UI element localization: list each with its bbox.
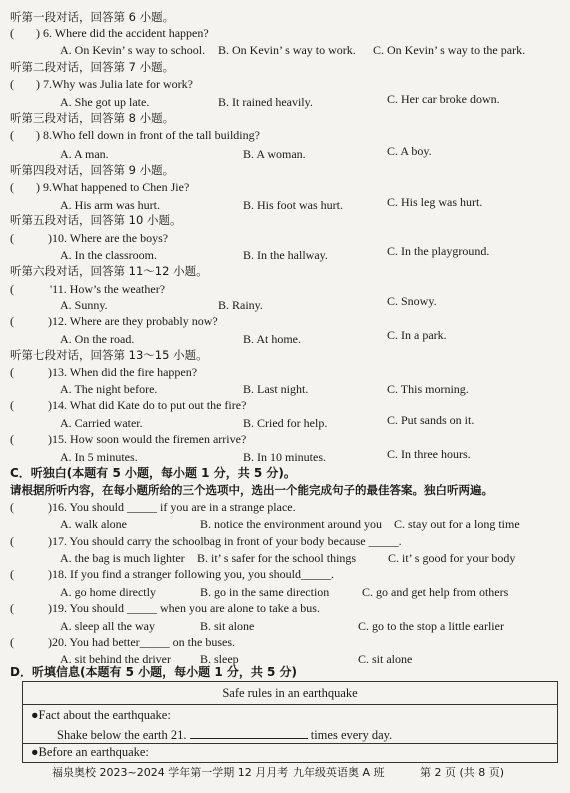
- option-c: C. On Kevin’ s way to the park.: [373, 43, 526, 57]
- option-c: C. Snowy.: [387, 294, 437, 308]
- option-a: A. In 5 minutes.: [60, 450, 138, 464]
- option-a: A. She got up late.: [60, 95, 150, 109]
- question-16-options: [0, 516, 570, 532]
- question-10-options: [0, 244, 570, 263]
- option-a: A. The night before.: [60, 382, 158, 396]
- question-18: ( )18. If you find a stranger following you, you should_____.: [10, 567, 334, 581]
- option-a: A. Sunny.: [60, 298, 108, 312]
- question-9-options: [0, 197, 570, 213]
- option-a: A. In the classroom.: [60, 248, 157, 262]
- shake-suffix: times every day.: [310, 728, 393, 742]
- dialogue-5-header: 听第五段对话，回答第 10 小题。: [10, 213, 182, 227]
- dialogue-6-header: 听第六段对话，回答第 11～12 小题。: [10, 264, 208, 278]
- question-17: ( )17. You should carry the schoolbag in front of your body because _____.: [10, 534, 402, 548]
- option-c: C. go to the stop a little earlier: [358, 619, 504, 633]
- option-c: C. His leg was hurt.: [387, 195, 483, 209]
- option-c: C. sit alone: [358, 652, 413, 666]
- option-a: A. the bag is much lighter: [60, 551, 185, 565]
- option-c: C. Put sands on it.: [387, 413, 475, 427]
- option-c: C. In three hours.: [387, 447, 471, 461]
- option-b: B. it’ s safer for the school things: [197, 551, 357, 565]
- section-c-instructions: 请根据所听内容，在每小题所给的三个选项中，选出一个能完成句子的最佳答案。独白听两遍。: [10, 483, 493, 497]
- question-19: ( )19. You should _____ when you are alone to take a bus.: [10, 601, 320, 615]
- option-c: C. stay out for a long time: [394, 517, 520, 531]
- question-13: ( )13. When did the fire happen?: [10, 365, 198, 379]
- table-row-before: ●Before an earthquake:: [31, 745, 149, 759]
- dialogue-2-header: 听第二段对话，回答第 7 小题。: [10, 60, 175, 74]
- question-6: ( ) 6. Where did the accident happen?: [10, 26, 209, 40]
- shake-prefix: Shake below the earth 21.: [57, 728, 187, 742]
- question-14: ( )14. What did Kate do to put out the fire?: [10, 398, 247, 412]
- section-c-title: C．听独白(本题有 5 小题，每小题 1 分，共 5 分)。: [10, 466, 296, 480]
- table-title: Safe rules in an earthquake: [222, 686, 358, 700]
- option-b: B. Cried for help.: [243, 416, 328, 430]
- question-15-options: [0, 449, 570, 465]
- question-9: ( ) 9.What happened to Chen Jie?: [10, 180, 190, 194]
- option-a: A. On the road.: [60, 332, 135, 346]
- question-18-options: [0, 584, 570, 600]
- question-16: ( )16. You should _____ if you are in a strange place.: [10, 500, 296, 514]
- option-a: A. go home directly: [60, 585, 156, 599]
- dialogue-4-header: 听第四段对话，回答第 9 小题。: [10, 163, 175, 177]
- question-12-options: [0, 328, 570, 347]
- footer-page: 第 2 页 (共 8 页): [420, 766, 505, 779]
- dialogue-7-header: 听第七段对话，回答第 13～15 小题。: [10, 348, 208, 362]
- dialogue-3-header: 听第三段对话，回答第 8 小题。: [10, 111, 175, 125]
- option-a: A. sit behind the driver: [60, 652, 171, 666]
- option-b: B. It rained heavily.: [218, 95, 313, 109]
- question-13-options: [0, 381, 570, 397]
- option-c: C. In the playground.: [387, 244, 490, 258]
- option-a: A. A man.: [60, 147, 109, 161]
- footer-class: 九年级英语奥 A 班: [293, 766, 385, 779]
- question-11-options: [0, 294, 570, 313]
- option-a: A. His arm was hurt.: [60, 198, 160, 212]
- section-d-title: D．听填信息(本题有 5 小题，每小题 1 分，共 5 分): [10, 665, 298, 679]
- table-row-shake: [57, 726, 392, 743]
- table-divider-2: [23, 743, 557, 744]
- option-b: B. sleep: [200, 652, 239, 666]
- table-row-fact: ●Fact about the earthquake:: [31, 708, 171, 722]
- question-7-options: [0, 94, 570, 110]
- option-b: B. Rainy.: [218, 298, 263, 312]
- option-c: C. it’ s good for your body: [388, 551, 516, 565]
- dialogue-1-header: 听第一段对话，回答第 6 小题。: [10, 10, 175, 24]
- question-8-options: [0, 146, 570, 162]
- question-6-options: [0, 42, 570, 58]
- footer-school: 福泉奥校 2023~2024 学年第一学期 12 月月考: [52, 766, 289, 779]
- question-10: ( )10. Where are the boys?: [10, 231, 169, 245]
- option-b: B. sit alone: [200, 619, 255, 633]
- option-b: B. On Kevin’ s way to work.: [218, 43, 356, 57]
- question-19-options: [0, 618, 570, 634]
- option-c: C. A boy.: [387, 144, 432, 158]
- question-14-options: [0, 415, 570, 431]
- option-b: B. In the hallway.: [243, 248, 328, 262]
- question-17-options: [0, 550, 570, 566]
- option-b: B. At home.: [243, 332, 302, 346]
- question-11: ( '11. How’s the weather?: [10, 282, 166, 296]
- page-footer: [0, 764, 570, 782]
- option-b: B. A woman.: [243, 147, 306, 161]
- option-b: B. In 10 minutes.: [243, 450, 326, 464]
- option-b: B. His foot was hurt.: [243, 198, 343, 212]
- blank-21-input[interactable]: [190, 726, 308, 739]
- option-c: C. go and get help from others: [362, 585, 509, 599]
- table-divider: [23, 704, 557, 705]
- question-15: ( )15. How soon would the firemen arrive?: [10, 432, 247, 446]
- option-a: A. On Kevin’ s way to school.: [60, 43, 206, 57]
- option-b: B. Last night.: [243, 382, 309, 396]
- question-8: ( ) 8.Who fell down in front of the tall building?: [10, 128, 260, 142]
- option-b: B. notice the environment around you: [200, 517, 382, 531]
- option-a: A. walk alone: [60, 517, 127, 531]
- option-a: A. Carried water.: [60, 416, 143, 430]
- option-c: C. This morning.: [387, 382, 469, 396]
- option-a: A. sleep all the way: [60, 619, 155, 633]
- question-20: ( )20. You had better_____ on the buses.: [10, 635, 235, 649]
- question-12: ( )12. Where are they probably now?: [10, 314, 218, 328]
- info-table: [22, 681, 558, 763]
- option-b: B. go in the same direction: [200, 585, 330, 599]
- option-c: C. In a park.: [387, 328, 447, 342]
- question-7: ( ) 7.Why was Julia late for work?: [10, 77, 193, 91]
- option-c: C. Her car broke down.: [387, 92, 500, 106]
